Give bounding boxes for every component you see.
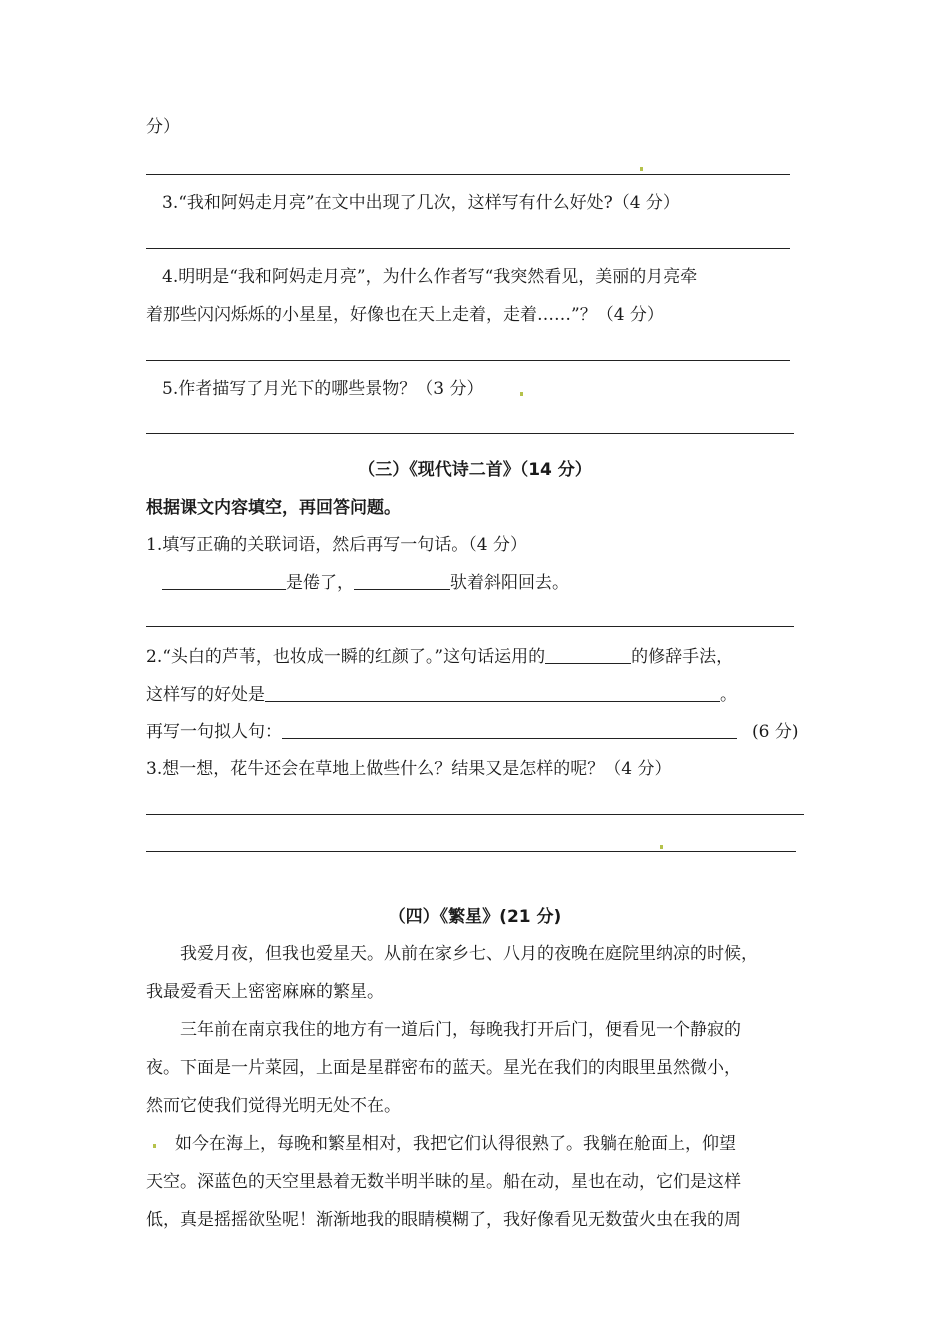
s3-q1-fill-line	[162, 571, 569, 595]
fill-blank[interactable]	[162, 571, 286, 590]
paragraph-3-line-1: 如今在海上，每晚和繁星相对，我把它们认得很熟了。我躺在舱面上，仰望	[175, 1134, 736, 1154]
fill-text-mid: 是倦了，	[286, 573, 354, 593]
question-4-line-1: 4.明明是“我和阿妈走月亮”，为什么作者写“我突然看见，美丽的月亮牵	[162, 267, 698, 287]
speck	[520, 392, 523, 396]
speck	[660, 845, 663, 849]
section-3-title: （三）《现代诗二首》（14 分）	[358, 460, 592, 480]
period: 。	[720, 685, 737, 705]
question-3: 3.“我和阿妈走月亮”在文中出现了几次，这样写有什么好处?（4 分）	[162, 193, 680, 213]
s3-q2-line-2	[146, 683, 737, 707]
s3-question-3: 3.想一想，花牛还会在草地上做些什么？结果又是怎样的呢？（4 分）	[146, 759, 672, 779]
fill-blank[interactable]	[545, 645, 631, 664]
fill-blank[interactable]	[282, 720, 737, 739]
paragraph-2-line-3: 然而它使我们觉得光明无处不在。	[146, 1096, 401, 1116]
paragraph-1-line-1: 我爱月夜，但我也爱星天。从前在家乡七、八月的夜晚在庭院里纳凉的时候，	[180, 944, 758, 964]
q2-tail: 分）	[146, 117, 180, 137]
answer-line[interactable]	[146, 433, 794, 434]
answer-line[interactable]	[146, 174, 790, 175]
answer-line[interactable]	[146, 248, 790, 249]
paragraph-1-line-2: 我最爱看天上密密麻麻的繁星。	[146, 982, 384, 1002]
section-3-instruction: 根据课文内容填空，再回答问题。	[146, 498, 401, 518]
question-5: 5.作者描写了月光下的哪些景物？（3 分）	[162, 379, 484, 399]
s3-q2-line-3	[146, 720, 737, 744]
fill-blank[interactable]	[354, 571, 450, 590]
section-4-title: （四）《繁星》(21 分)	[388, 907, 562, 927]
answer-line[interactable]	[146, 814, 804, 815]
speck	[640, 167, 643, 171]
answer-line[interactable]	[146, 360, 790, 361]
benefit-label: 这样写的好处是	[146, 685, 265, 705]
s3-q2-text-end: 的修辞手法，	[631, 647, 734, 667]
s3-question-2	[146, 645, 733, 669]
fill-text-end: 驮着斜阳回去。	[450, 573, 569, 593]
answer-line[interactable]	[146, 626, 794, 627]
answer-line[interactable]	[146, 851, 796, 852]
paragraph-2-line-1: 三年前在南京我住的地方有一道后门，每晚我打开后门，便看见一个静寂的	[180, 1020, 741, 1040]
s3-q2-text: 2.“头白的芦苇，也妆成一瞬的红颜了。”这句话运用的	[146, 647, 546, 667]
paragraph-3-line-2: 天空。深蓝色的天空里悬着无数半明半昧的星。船在动，星也在动，它们是这样	[146, 1172, 741, 1192]
fill-blank[interactable]	[265, 683, 720, 702]
question-4-line-2: 着那些闪闪烁烁的小星星，好像也在天上走着，走着……”？（4 分）	[146, 305, 664, 325]
paragraph-2-line-2: 夜。下面是一片菜园，上面是星群密布的蓝天。星光在我们的肉眼里虽然微小，	[146, 1058, 741, 1078]
s3-question-1: 1.填写正确的关联词语，然后再写一句话。（4 分）	[146, 535, 527, 555]
s3-q2-score: (6 分)	[752, 722, 799, 742]
paragraph-3-line-3: 低，真是摇摇欲坠呢！渐渐地我的眼睛模糊了，我好像看见无数萤火虫在我的周	[146, 1210, 741, 1230]
personification-label: 再写一句拟人句：	[146, 722, 282, 742]
speck	[153, 1144, 156, 1148]
